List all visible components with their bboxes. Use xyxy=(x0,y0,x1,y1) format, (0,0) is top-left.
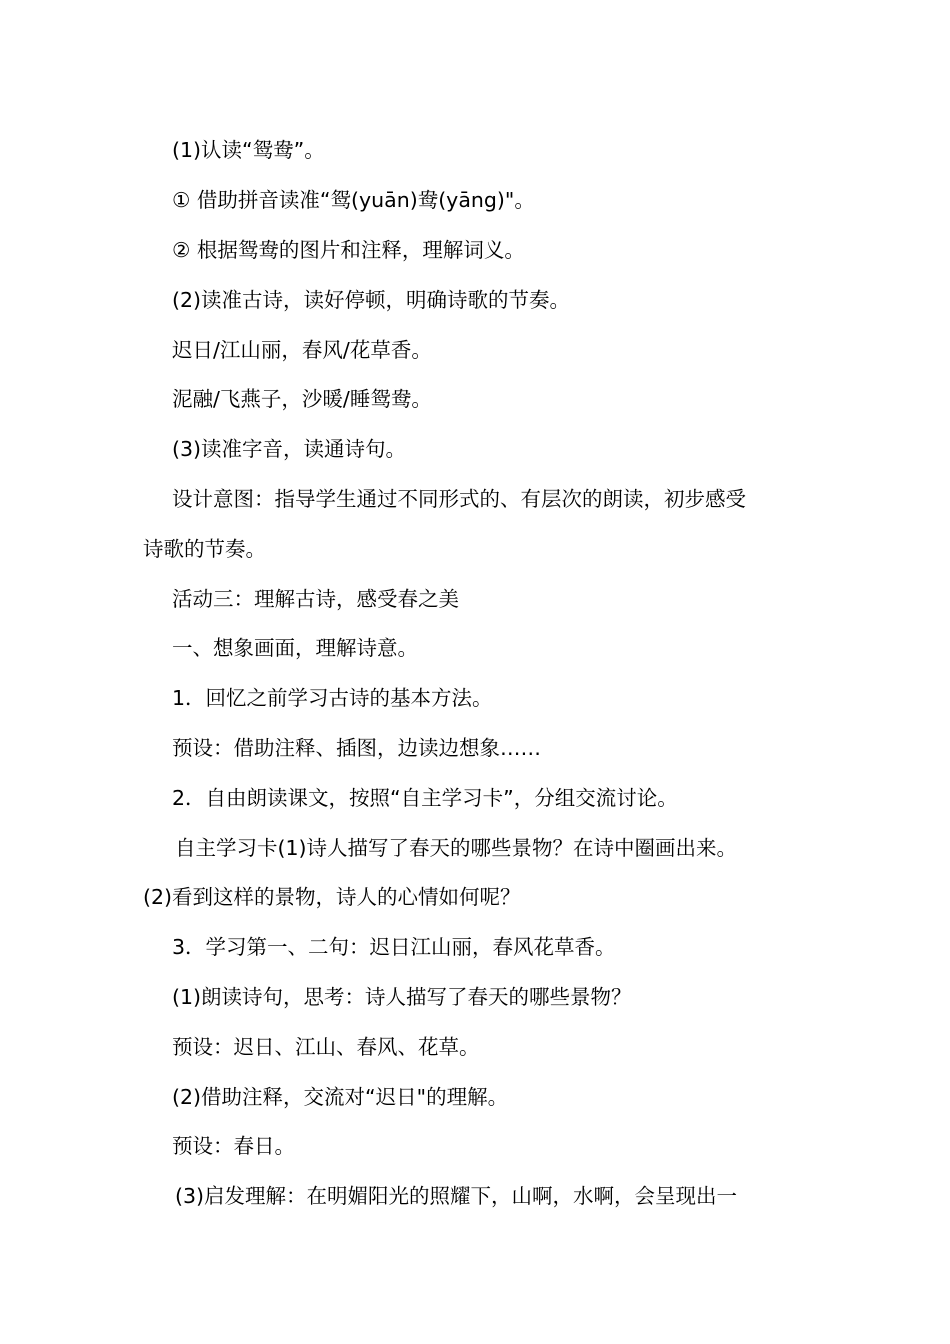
text-line: 诗歌的节奏。 xyxy=(143,537,266,561)
text-line: (2)看到这样的景物，诗人的心情如何呢？ xyxy=(143,885,521,909)
text-line: 预设：借助注释、插图，边读边想象…… xyxy=(172,736,541,760)
poem-line: 泥融/飞燕子，沙暖/睡鸳鸯。 xyxy=(172,387,432,411)
text-line: (2)读准古诗，读好停顿，明确诗歌的节奏。 xyxy=(172,288,571,312)
text-line: (2)借助注释，交流对“迟日"的理解。 xyxy=(172,1085,509,1109)
text-line: 设计意图：指导学生通过不同形式的、有层次的朗读，初步感受 xyxy=(172,487,746,511)
text-line: (1)认读“鸳鸯”。 xyxy=(172,138,325,162)
text-line: 一、想象画面，理解诗意。 xyxy=(172,636,418,660)
text-line: 1．回忆之前学习古诗的基本方法。 xyxy=(172,686,493,710)
text-line: (1)朗读诗句，思考：诗人描写了春天的哪些景物？ xyxy=(172,985,632,1009)
section-heading: 活动三：理解古诗，感受春之美 xyxy=(172,587,459,611)
text-line: 预设：迟日、江山、春风、花草。 xyxy=(172,1035,480,1059)
text-line: 预设：春日。 xyxy=(172,1134,295,1158)
text-line: 3．学习第一、二句：迟日江山丽，春风花草香。 xyxy=(172,935,616,959)
text-line: ② 根据鸳鸯的图片和注释，理解词义。 xyxy=(172,238,525,262)
text-line: 自主学习卡(1)诗人描写了春天的哪些景物？在诗中圈画出来。 xyxy=(175,836,738,860)
text-line: 2．自由朗读课文，按照“自主学习卡”，分组交流讨论。 xyxy=(172,786,678,810)
text-line: ① 借助拼音读准“鸳(yuān)鸯(yāng)"。 xyxy=(172,188,535,212)
text-line: (3)读准字音，读通诗句。 xyxy=(172,437,407,461)
poem-line: 迟日/江山丽，春风/花草香。 xyxy=(172,338,432,362)
text-line: (3)启发理解：在明媚阳光的照耀下，山啊，水啊，会呈现出一 xyxy=(175,1184,738,1208)
